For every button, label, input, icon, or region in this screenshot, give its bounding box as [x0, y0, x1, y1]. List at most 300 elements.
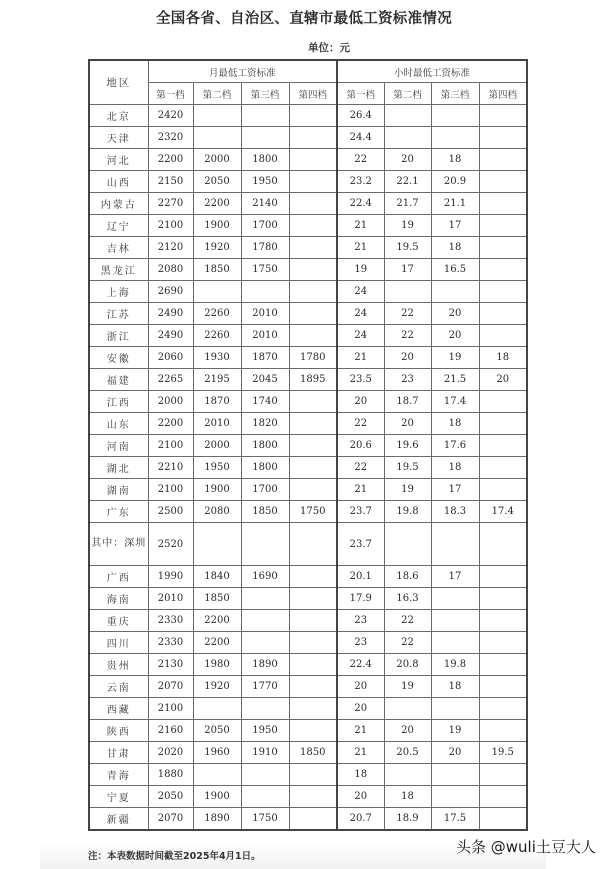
hourly-wage-cell [431, 105, 479, 127]
monthly-wage-cell: 2100 [148, 698, 193, 720]
table-row [89, 259, 527, 281]
tier-header: 第四档 [289, 83, 337, 105]
hourly-wage-cell [479, 457, 527, 479]
monthly-wage-cell: 2070 [148, 808, 193, 831]
monthly-wage-cell [289, 105, 337, 127]
hourly-wage-cell [479, 259, 527, 281]
monthly-wage-cell: 2330 [148, 610, 193, 632]
monthly-wage-cell [289, 215, 337, 237]
hourly-wage-cell: 19 [384, 676, 431, 698]
monthly-wage-cell: 1770 [241, 676, 289, 698]
hourly-wage-cell [479, 303, 527, 325]
monthly-wage-cell [289, 127, 337, 149]
region-cell: 青海 [89, 764, 148, 786]
hourly-wage-cell [431, 764, 479, 786]
monthly-wage-cell [289, 435, 337, 457]
hourly-wage-cell: 20.8 [384, 654, 431, 676]
table-row [89, 632, 527, 654]
monthly-wage-cell [289, 566, 337, 588]
table-row [89, 215, 527, 237]
monthly-wage-cell [193, 698, 241, 720]
hourly-wage-cell: 17.9 [337, 588, 384, 610]
monthly-wage-cell [289, 479, 337, 501]
table-row [89, 588, 527, 610]
monthly-wage-cell: 1895 [289, 369, 337, 391]
hourly-wage-cell: 22 [384, 325, 431, 347]
monthly-wage-cell: 2010 [193, 413, 241, 435]
monthly-wage-cell: 1870 [193, 391, 241, 413]
table-row [89, 281, 527, 303]
hourly-wage-cell: 21 [337, 347, 384, 369]
hourly-wage-cell: 19.5 [384, 237, 431, 259]
unit-label: 单位：元 [308, 42, 350, 54]
footnote: 注：本表数据时间截至2025年4月1日。 [88, 851, 261, 862]
hourly-wage-cell: 21 [337, 237, 384, 259]
region-cell: 北京 [89, 105, 148, 127]
hourly-wage-cell [479, 523, 527, 566]
monthly-wage-cell: 2140 [241, 193, 289, 215]
hourly-wage-cell: 20 [337, 698, 384, 720]
minimum-wage-table [88, 59, 528, 831]
header-row-groups [89, 60, 527, 83]
hourly-wage-cell: 23 [384, 369, 431, 391]
monthly-wage-cell: 1690 [241, 566, 289, 588]
monthly-wage-cell [289, 654, 337, 676]
monthly-wage-cell: 1900 [193, 479, 241, 501]
hourly-wage-cell [479, 610, 527, 632]
hourly-wage-cell: 20 [384, 720, 431, 742]
monthly-wage-cell: 1800 [241, 435, 289, 457]
hourly-wage-cell: 22 [384, 303, 431, 325]
hourly-wage-cell [431, 523, 479, 566]
monthly-wage-cell: 1850 [193, 588, 241, 610]
table-row [89, 566, 527, 588]
monthly-wage-cell [289, 457, 337, 479]
hourly-wage-cell [431, 786, 479, 808]
hourly-wage-cell [479, 808, 527, 831]
monthly-wage-cell: 2045 [241, 369, 289, 391]
hourly-wage-cell: 21 [337, 479, 384, 501]
monthly-wage-cell: 2320 [148, 127, 193, 149]
monthly-wage-cell: 2080 [148, 259, 193, 281]
hourly-wage-cell: 19.5 [384, 457, 431, 479]
region-cell: 贵州 [89, 654, 148, 676]
monthly-wage-cell: 2200 [193, 193, 241, 215]
hourly-wage-cell: 20.1 [337, 566, 384, 588]
monthly-wage-cell [289, 259, 337, 281]
region-cell: 内蒙古 [89, 193, 148, 215]
hourly-wage-cell: 18 [479, 347, 527, 369]
hourly-wage-header: 小时最低工资标准 [337, 60, 527, 83]
monthly-wage-cell [193, 105, 241, 127]
monthly-wage-cell [289, 193, 337, 215]
region-cell: 辽宁 [89, 215, 148, 237]
hourly-wage-cell [479, 786, 527, 808]
tier-header: 第二档 [193, 83, 241, 105]
monthly-wage-cell: 2690 [148, 281, 193, 303]
monthly-wage-cell: 1700 [241, 215, 289, 237]
monthly-wage-cell: 1750 [289, 501, 337, 523]
table-row [89, 786, 527, 808]
hourly-wage-cell: 23.7 [337, 523, 384, 566]
hourly-wage-cell: 18 [431, 413, 479, 435]
region-cell: 江苏 [89, 303, 148, 325]
monthly-wage-cell: 1740 [241, 391, 289, 413]
hourly-wage-cell: 21 [337, 215, 384, 237]
monthly-wage-cell [241, 610, 289, 632]
table-row [89, 610, 527, 632]
monthly-wage-cell: 2195 [193, 369, 241, 391]
hourly-wage-cell: 23.2 [337, 171, 384, 193]
hourly-wage-cell: 24.4 [337, 127, 384, 149]
hourly-wage-cell: 18 [337, 764, 384, 786]
monthly-wage-cell [241, 632, 289, 654]
monthly-wage-cell [289, 698, 337, 720]
hourly-wage-cell [479, 632, 527, 654]
region-cell: 广西 [89, 566, 148, 588]
region-header: 地区 [89, 60, 148, 105]
table-row [89, 523, 527, 566]
tier-header: 第一档 [148, 83, 193, 105]
hourly-wage-cell: 17 [431, 215, 479, 237]
monthly-wage-cell: 2490 [148, 325, 193, 347]
monthly-wage-cell [289, 149, 337, 171]
monthly-wage-cell [241, 523, 289, 566]
watermark: 头条 @wuli土豆大人 [456, 838, 596, 856]
hourly-wage-cell: 22 [384, 610, 431, 632]
table-row [89, 457, 527, 479]
monthly-wage-cell: 1880 [148, 764, 193, 786]
monthly-wage-cell [289, 391, 337, 413]
hourly-wage-cell: 21 [337, 742, 384, 764]
monthly-wage-cell: 1950 [193, 457, 241, 479]
monthly-wage-cell: 1960 [193, 742, 241, 764]
monthly-wage-cell: 1750 [241, 808, 289, 831]
hourly-wage-cell [479, 193, 527, 215]
hourly-wage-cell: 16.5 [431, 259, 479, 281]
monthly-wage-cell: 2200 [148, 149, 193, 171]
table-row [89, 149, 527, 171]
monthly-wage-cell: 2420 [148, 105, 193, 127]
monthly-wage-cell: 1800 [241, 149, 289, 171]
hourly-wage-cell: 17 [384, 259, 431, 281]
table-row [89, 808, 527, 831]
table-row [89, 193, 527, 215]
table-row [89, 325, 527, 347]
monthly-wage-cell [289, 786, 337, 808]
hourly-wage-cell: 20 [479, 369, 527, 391]
monthly-wage-cell [289, 610, 337, 632]
hourly-wage-cell: 18.7 [384, 391, 431, 413]
region-cell: 陕西 [89, 720, 148, 742]
hourly-wage-cell: 22 [384, 632, 431, 654]
monthly-wage-cell: 2200 [148, 413, 193, 435]
monthly-wage-cell: 1750 [241, 259, 289, 281]
monthly-wage-cell: 2160 [148, 720, 193, 742]
monthly-wage-cell: 2010 [241, 325, 289, 347]
monthly-wage-cell: 1950 [241, 171, 289, 193]
hourly-wage-cell: 18 [431, 676, 479, 698]
table-row [89, 237, 527, 259]
hourly-wage-cell: 23 [337, 610, 384, 632]
hourly-wage-cell: 21.5 [431, 369, 479, 391]
hourly-wage-cell: 20.6 [337, 435, 384, 457]
monthly-wage-cell [193, 281, 241, 303]
monthly-wage-cell: 2200 [193, 632, 241, 654]
monthly-wage-cell [241, 127, 289, 149]
monthly-wage-cell [289, 720, 337, 742]
hourly-wage-cell [479, 127, 527, 149]
monthly-wage-cell: 2000 [193, 149, 241, 171]
monthly-wage-cell: 1780 [241, 237, 289, 259]
monthly-wage-cell: 2050 [148, 786, 193, 808]
hourly-wage-cell [431, 588, 479, 610]
monthly-wage-cell: 2080 [193, 501, 241, 523]
table-row [89, 676, 527, 698]
monthly-wage-cell [241, 786, 289, 808]
hourly-wage-cell: 20 [337, 786, 384, 808]
region-cell: 河南 [89, 435, 148, 457]
region-cell: 上海 [89, 281, 148, 303]
table-row [89, 435, 527, 457]
hourly-wage-cell: 19.8 [384, 501, 431, 523]
region-cell: 湖南 [89, 479, 148, 501]
hourly-wage-cell: 20 [431, 742, 479, 764]
monthly-wage-cell: 2330 [148, 632, 193, 654]
monthly-wage-cell: 1780 [289, 347, 337, 369]
hourly-wage-cell: 22.1 [384, 171, 431, 193]
hourly-wage-cell: 22.4 [337, 193, 384, 215]
region-cell: 河北 [89, 149, 148, 171]
hourly-wage-cell: 19.6 [384, 435, 431, 457]
monthly-wage-cell [289, 171, 337, 193]
hourly-wage-cell: 19 [384, 479, 431, 501]
hourly-wage-cell [479, 105, 527, 127]
hourly-wage-cell: 20.9 [431, 171, 479, 193]
monthly-wage-cell: 2130 [148, 654, 193, 676]
hourly-wage-cell: 18 [431, 149, 479, 171]
monthly-wage-cell: 1900 [193, 786, 241, 808]
region-cell: 黑龙江 [89, 259, 148, 281]
hourly-wage-cell: 19.5 [479, 742, 527, 764]
hourly-wage-cell [479, 588, 527, 610]
table-row [89, 654, 527, 676]
table-row [89, 391, 527, 413]
hourly-wage-cell: 20 [384, 347, 431, 369]
hourly-wage-cell: 18.3 [431, 501, 479, 523]
monthly-wage-cell [289, 588, 337, 610]
monthly-wage-cell: 1870 [241, 347, 289, 369]
monthly-wage-cell [289, 808, 337, 831]
monthly-wage-cell: 2100 [148, 215, 193, 237]
hourly-wage-cell: 22 [337, 149, 384, 171]
hourly-wage-cell [479, 676, 527, 698]
table-row [89, 347, 527, 369]
tier-header: 第四档 [479, 83, 527, 105]
monthly-wage-cell: 1920 [193, 676, 241, 698]
hourly-wage-cell: 21.7 [384, 193, 431, 215]
tier-header: 第三档 [241, 83, 289, 105]
monthly-wage-cell: 1910 [241, 742, 289, 764]
hourly-wage-cell [479, 391, 527, 413]
header-row-tiers [89, 83, 527, 105]
monthly-wage-cell: 2270 [148, 193, 193, 215]
region-cell: 天津 [89, 127, 148, 149]
hourly-wage-cell: 20.5 [384, 742, 431, 764]
document-title: 全国各省、自治区、直辖市最低工资标准情况 [156, 11, 452, 27]
monthly-wage-cell: 1900 [193, 215, 241, 237]
monthly-wage-cell: 1890 [241, 654, 289, 676]
hourly-wage-cell: 17.6 [431, 435, 479, 457]
hourly-wage-cell: 24 [337, 325, 384, 347]
hourly-wage-cell [479, 654, 527, 676]
monthly-wage-cell [289, 413, 337, 435]
hourly-wage-cell: 22.4 [337, 654, 384, 676]
region-cell: 吉林 [89, 237, 148, 259]
monthly-wage-cell: 2490 [148, 303, 193, 325]
hourly-wage-cell [384, 698, 431, 720]
monthly-wage-cell: 2260 [193, 325, 241, 347]
hourly-wage-cell [431, 127, 479, 149]
tier-header: 第一档 [337, 83, 384, 105]
hourly-wage-cell [479, 237, 527, 259]
hourly-wage-cell [479, 149, 527, 171]
hourly-wage-cell: 17 [431, 479, 479, 501]
region-cell: 山东 [89, 413, 148, 435]
monthly-wage-cell [241, 764, 289, 786]
monthly-wage-cell: 1850 [241, 501, 289, 523]
monthly-wage-cell: 2100 [148, 435, 193, 457]
region-cell: 湖北 [89, 457, 148, 479]
hourly-wage-cell: 21.1 [431, 193, 479, 215]
hourly-wage-cell: 18.6 [384, 566, 431, 588]
monthly-wage-cell [241, 698, 289, 720]
monthly-wage-cell: 1820 [241, 413, 289, 435]
hourly-wage-cell: 19.8 [431, 654, 479, 676]
monthly-wage-cell [241, 588, 289, 610]
monthly-wage-cell [289, 237, 337, 259]
monthly-wage-cell: 1850 [193, 259, 241, 281]
table-row [89, 303, 527, 325]
monthly-wage-cell [289, 281, 337, 303]
region-cell: 新疆 [89, 808, 148, 831]
hourly-wage-cell: 17.4 [431, 391, 479, 413]
hourly-wage-cell [479, 698, 527, 720]
region-cell: 其中：深圳 [89, 523, 148, 566]
hourly-wage-cell: 19 [431, 720, 479, 742]
hourly-wage-cell [479, 413, 527, 435]
table-body [89, 105, 527, 831]
hourly-wage-cell: 20 [384, 413, 431, 435]
monthly-wage-cell [289, 676, 337, 698]
table-row [89, 171, 527, 193]
monthly-wage-cell [289, 523, 337, 566]
table-row [89, 479, 527, 501]
monthly-wage-cell [289, 764, 337, 786]
monthly-wage-cell [241, 281, 289, 303]
hourly-wage-cell: 20 [431, 303, 479, 325]
hourly-wage-cell [479, 215, 527, 237]
hourly-wage-cell: 22 [337, 457, 384, 479]
monthly-wage-cell: 2050 [193, 171, 241, 193]
hourly-wage-cell: 19 [337, 259, 384, 281]
monthly-wage-cell: 2200 [193, 610, 241, 632]
hourly-wage-cell [431, 632, 479, 654]
hourly-wage-cell [384, 281, 431, 303]
region-cell: 四川 [89, 632, 148, 654]
monthly-wage-cell: 2260 [193, 303, 241, 325]
tier-header: 第二档 [384, 83, 431, 105]
monthly-wage-cell: 2010 [148, 588, 193, 610]
monthly-wage-cell: 1930 [193, 347, 241, 369]
hourly-wage-cell: 19 [384, 215, 431, 237]
monthly-wage-cell: 2265 [148, 369, 193, 391]
monthly-wage-cell [193, 764, 241, 786]
hourly-wage-cell: 22 [337, 413, 384, 435]
region-cell: 江西 [89, 391, 148, 413]
monthly-wage-cell: 2020 [148, 742, 193, 764]
table-row [89, 413, 527, 435]
region-cell: 宁夏 [89, 786, 148, 808]
hourly-wage-cell: 20 [431, 325, 479, 347]
monthly-wage-cell: 2000 [193, 435, 241, 457]
hourly-wage-cell [384, 523, 431, 566]
hourly-wage-cell: 20 [337, 676, 384, 698]
monthly-wage-cell: 2520 [148, 523, 193, 566]
hourly-wage-cell: 24 [337, 303, 384, 325]
hourly-wage-cell: 18 [384, 786, 431, 808]
hourly-wage-cell [479, 764, 527, 786]
hourly-wage-cell [431, 281, 479, 303]
hourly-wage-cell [479, 281, 527, 303]
hourly-wage-cell: 19 [431, 347, 479, 369]
monthly-wage-cell [289, 303, 337, 325]
hourly-wage-cell [479, 479, 527, 501]
hourly-wage-cell: 21 [337, 720, 384, 742]
monthly-wage-cell [289, 632, 337, 654]
monthly-wage-cell: 1920 [193, 237, 241, 259]
monthly-wage-cell: 2210 [148, 457, 193, 479]
hourly-wage-cell: 20.7 [337, 808, 384, 831]
monthly-wage-cell: 1890 [193, 808, 241, 831]
hourly-wage-cell [431, 610, 479, 632]
monthly-wage-cell: 2150 [148, 171, 193, 193]
table-row [89, 720, 527, 742]
table-row [89, 105, 527, 127]
monthly-wage-cell: 2500 [148, 501, 193, 523]
monthly-wage-cell: 1800 [241, 457, 289, 479]
monthly-wage-cell: 2100 [148, 479, 193, 501]
hourly-wage-cell [384, 764, 431, 786]
hourly-wage-cell: 23 [337, 632, 384, 654]
hourly-wage-cell: 26.4 [337, 105, 384, 127]
region-cell: 浙江 [89, 325, 148, 347]
table-row [89, 698, 527, 720]
monthly-wage-cell: 1990 [148, 566, 193, 588]
hourly-wage-cell: 23.7 [337, 501, 384, 523]
region-cell: 山西 [89, 171, 148, 193]
monthly-wage-cell: 2070 [148, 676, 193, 698]
hourly-wage-cell [431, 698, 479, 720]
monthly-wage-cell [193, 127, 241, 149]
monthly-wage-cell: 2060 [148, 347, 193, 369]
monthly-wage-cell [289, 325, 337, 347]
monthly-wage-cell [241, 105, 289, 127]
hourly-wage-cell [384, 127, 431, 149]
hourly-wage-cell [479, 171, 527, 193]
hourly-wage-cell: 16.3 [384, 588, 431, 610]
hourly-wage-cell: 18.9 [384, 808, 431, 831]
